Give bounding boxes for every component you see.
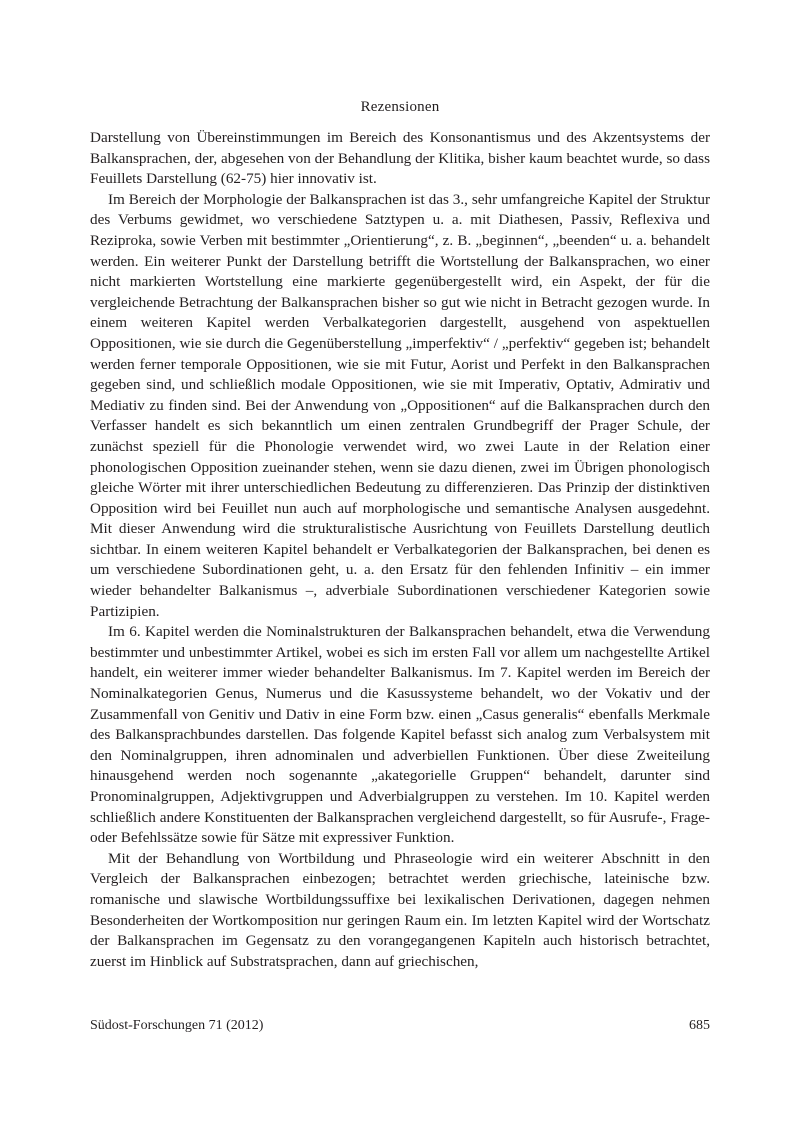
journal-citation: Südost-Forschungen 71 (2012) [90,1018,264,1033]
paragraph-2: Im Bereich der Morphologie der Balkansprachen ist das 3., sehr umfangreiche Kapitel der Struktur des Verbums gewidmet, wo verschiedene Satztypen u. a. mit Diathesen, Passiv, Reflexiva und Reziproka, sowie Verben mit bestimmter „Orientierung“, z. B. „beginnen“, „beenden“ u. a. behandelt werden. Ein weiterer Punkt der Darstellung betrifft die Wortstellung der Balkansprachen, wo einer nicht markierten Wortstellung eine markierte gegenübergestellt wird, ein Aspekt, der für die vergleichende Betrachtung der Balkansprachen bisher so gut wie nicht in Betracht gezogen wurde. In einem weiteren Kapitel werden Verbalkategorien dargestellt, ausgehend von aspektuellen Oppositionen, wie sie durch die Gegenüberstellung „imperfektiv“ / „perfektiv“ gegeben ist; behandelt werden ferner temporale Oppositionen, wie sie mit Futur, Aorist und Perfekt in den Balkansprachen gegeben sind, und schließlich modale Oppositionen, wie sie mit Imperativ, Optativ, Admirativ und Mediativ zu finden sind. Bei der Anwendung von „Oppositionen“ auf die Balkansprachen durch den Verfasser handelt es sich bekanntlich um einen zentralen Grundbegriff der Prager Schule, der zunächst speziell für die Phonologie verwendet wird, wo zwei Laute in der Relation einer phonologischen Opposition zueinander stehen, wenn sie dazu dienen, zwei im Übrigen phonologisch gleiche Wörter mit ihrer unterschiedlichen Bedeutung zu differenzieren. Das Prinzip der distinktiven Opposition wird bei Feuillet nun auch auf morphologische und semantische Analysen ausgedehnt. Mit dieser Anwendung wird die strukturalistische Ausrichtung von Feuillets Darstellung deutlich sichtbar. In einem weiteren Kapitel behandelt er Verbalkategorien der Balkansprachen, bei denen es um verschiedene Subordinationen geht, u. a. den Ersatz für den fehlenden Infinitiv – ein immer wieder behandelter Balkanismus –, adverbiale Subordinationen verschiedener Kategorien sowie Partizipien. [90,190,710,620]
paragraph-4: Mit der Behandlung von Wortbildung und Phraseologie wird ein weiterer Abschnitt in den Vergleich der Balkansprachen einbezogen; betrachtet werden griechische, lateinische bzw. romanische und slawische Wortbildungssuffixe bei lexikalischen Derivationen, dagegen nehmen Besonderheiten der Wortkomposition nur geringen Raum ein. Im letzten Kapitel wird der Wortschatz der Balkansprachen im Gegensatz zu den vorangegangenen Kapiteln auch historisch betrachtet, zuerst im Hinblick auf Substratsprachen, dann auf griechischen, [90,849,710,970]
page-number: 685 [689,1018,710,1033]
paragraph-3: Im 6. Kapitel werden die Nominalstrukturen der Balkansprachen behandelt, etwa die Verwendung bestimmter und unbestimmter Artikel, wobei es sich im ersten Fall vor allem um nachgestellte Artikel handelt, ein weiterer immer wieder behandelter Balkanismus. Im 7. Kapitel werden im Bereich der Nominalkategorien Genus, Numerus und die Kasussysteme behandelt, wo der Vokativ und der Zusammenfall von Genitiv und Dativ in eine Form bzw. einen „Casus generalis“ ebenfalls Merkmale des Balkansprachbundes darstellen. Das folgende Kapitel befasst sich analog zum Verbalsystem mit den Nominalgruppen, ihren adnominalen und adverbiellen Funktionen. Über diese Zweiteilung hinausgehend werden noch sogenannte „akategorielle Gruppen“ behandelt, darunter sind Pronominalgruppen, Adjektivgruppen und Adverbialgruppen zu verstehen. Im 10. Kapitel werden schließlich andere Konstituenten der Balkansprachen vergleichend dargestellt, so für Ausrufe-, Frage- oder Befehlssätze sowie für Sätze mit expressiver Funktion. [90,623,710,847]
running-head: Rezensionen [360,99,440,115]
document-page [90,0,710,1129]
paragraph-1: Darstellung von Übereinstimmungen im Bereich des Konsonantismus und des Akzentsystems der Balkansprachen, der, abgesehen von der Behandlung der Klitika, bisher kaum beachtet wurde, so dass Feuillets Darstellung (62-75) hier innovativ ist. [90,129,710,188]
review-body [90,128,710,972]
